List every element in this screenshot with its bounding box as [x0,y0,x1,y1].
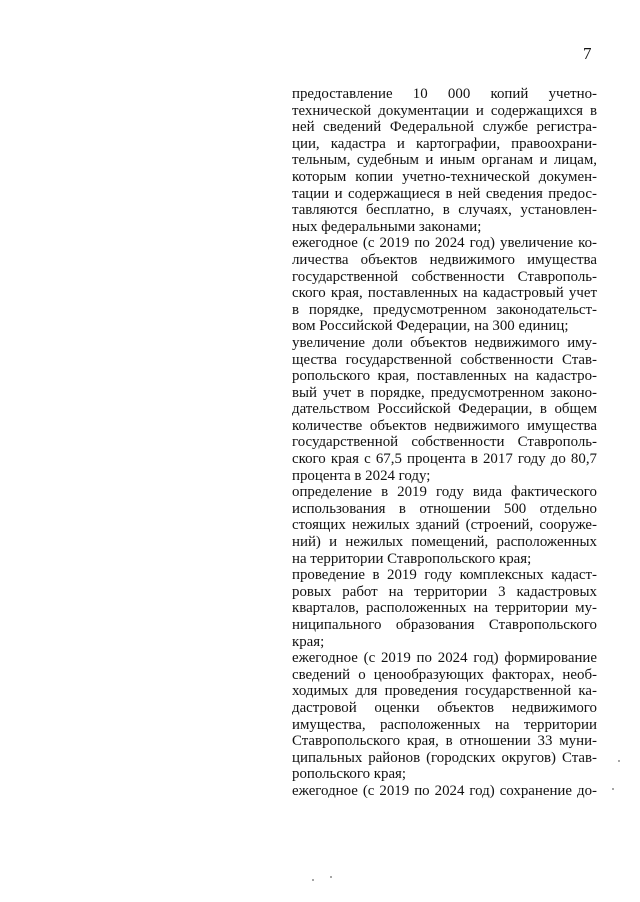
text-line: ции, кадастра и картографии, правоохрани- [292,135,597,152]
text-line: ний) и нежилых помещений, расположенных [292,534,597,551]
text-line: ных федеральными законами; [292,218,482,235]
scan-speck [612,788,614,790]
scan-speck [330,876,332,878]
text-line: ского края, поставленных на кадастровый учет [292,285,597,302]
text-line: предоставление 10 000 копий учетно- [292,86,597,102]
text-line: стоящих нежилых зданий (строений, сооруже- [292,517,597,534]
text-line: сведений о ценообразующих факторах, необ- [292,666,597,683]
text-line: щества государственной собственности Став- [292,351,597,368]
text-line: тации и содержащиеся в ней сведения предос- [292,185,597,202]
text-line: определение в 2019 году вида фактического [292,484,597,501]
text-line: ровых работ на территории 3 кадастровых [292,583,597,600]
text-line: ежегодное (с 2019 по 2024 год) формирование [292,650,597,667]
text-line: края; [292,633,325,650]
text-line: вый учет в порядке, предусмотренном законо- [292,384,597,401]
text-line: количестве объектов недвижимого имущества [292,417,597,434]
text-line: ципальных районов (городских округов) Став- [292,749,597,766]
text-line: государственной собственности Ставрополь- [292,434,597,451]
list-item [292,567,597,650]
list-item [292,650,597,783]
text-line: технической документации и содержащихся в [292,102,597,119]
text-line: имущества, расположенных на территории [292,716,597,733]
text-line: ропольского края; [292,766,407,783]
text-line: государственной собственности Ставрополь- [292,268,597,285]
text-line: ходимых для проведения государственной ка- [292,683,597,700]
list-item [292,783,597,800]
text-line: Ставропольского края, в отношении 33 муни- [292,733,597,750]
text-line: увеличение доли объектов недвижимого иму- [292,334,597,351]
text-line: вом Российской Федерации, на 300 единиц; [292,318,569,335]
list-item [292,484,597,567]
list-item [292,235,597,335]
text-line: ней сведений Федеральной службе регистра- [292,119,597,136]
scan-speck [618,760,620,762]
text-line: которым копии учетно-технической докумен- [292,168,597,185]
text-line: личества объектов недвижимого имущества [292,251,597,268]
text-line: тельным, судебным и иным органам и лицам, [292,152,597,169]
text-line: ежегодное (с 2019 по 2024 год) увеличение ко- [292,235,597,252]
scan-speck [312,879,314,881]
text-line: проведение в 2019 году комплексных кадаст- [292,567,597,584]
page-number: 7 [583,44,592,63]
text-line: процента в 2024 году; [292,467,431,484]
text-line: на территории Ставропольского края; [292,550,532,567]
page-body [292,86,597,800]
text-line: использования в отношении 500 отдельно [292,500,597,517]
text-line: в порядке, предусмотренном законодательст- [292,301,597,318]
text-line: ского края с 67,5 процента в 2017 году до 80,7 [292,451,597,468]
list-item [292,335,597,484]
text-line: ежегодное (с 2019 по 2024 год) сохранение до- [292,782,597,799]
text-line: ропольского края, поставленных на кадастро- [292,368,597,385]
text-line: тавляются бесплатно, в случаях, установлен- [292,202,597,219]
text-line: дастровой оценки объектов недвижимого [292,699,597,716]
list-item [292,86,597,235]
text-line: ниципального образования Ставропольского [292,617,597,633]
text-line: дательством Российской Федерации, в общем [292,401,597,418]
text-line: кварталов, расположенных на территории му- [292,600,597,617]
